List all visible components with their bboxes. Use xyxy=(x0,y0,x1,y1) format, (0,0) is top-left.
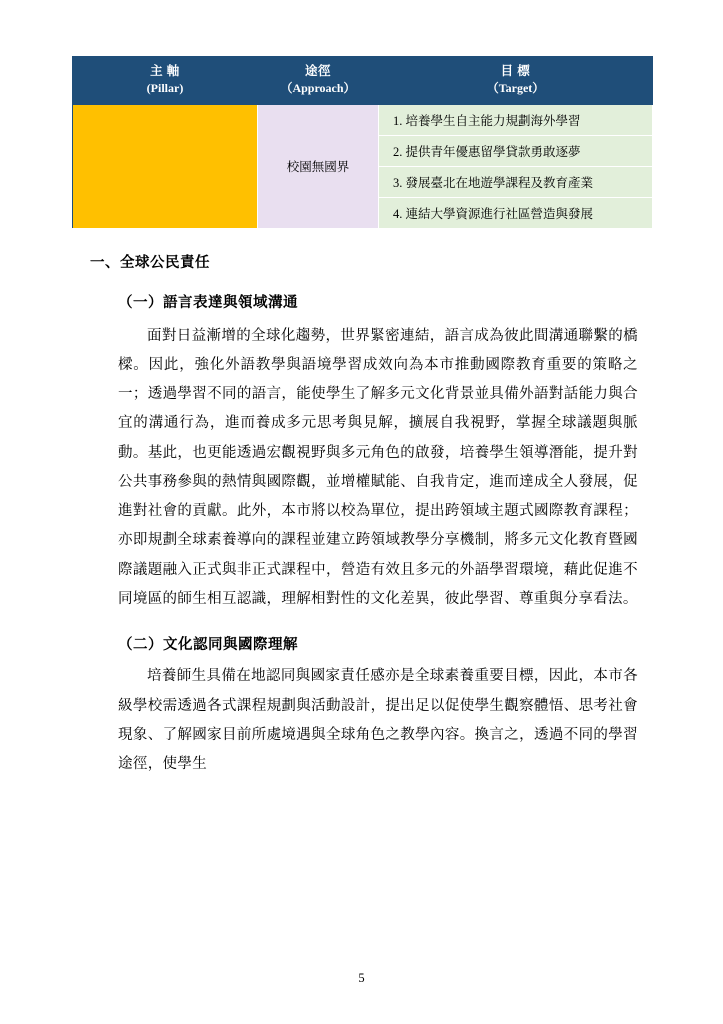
section-heading-1: 一、全球公民責任 xyxy=(90,254,210,271)
subsection-heading-1: （一）語言表達與領域溝通 xyxy=(118,294,298,311)
approach-cell: 校園無國界 xyxy=(258,104,379,228)
pillar-cell xyxy=(73,104,258,228)
column-header-approach-zh: 途徑 xyxy=(304,64,331,78)
table-header-row xyxy=(73,57,653,105)
target-cell: 3. 發展臺北在地遊學課程及教育產業 xyxy=(379,166,653,197)
column-header-target xyxy=(379,57,653,105)
target-cell: 2. 提供青年優惠留學貸款勇敢逐夢 xyxy=(379,135,653,166)
column-header-approach xyxy=(258,57,379,105)
table-row xyxy=(73,104,653,135)
target-cell: 1. 培養學生自主能力規劃海外學習 xyxy=(379,104,653,135)
pillar-table xyxy=(72,56,653,229)
table-header xyxy=(73,57,653,105)
column-header-target-zh: 目 標 xyxy=(500,64,531,78)
column-header-target-en: （Target） xyxy=(486,81,545,96)
column-header-pillar xyxy=(73,57,258,105)
page-number: 5 xyxy=(358,971,365,985)
column-header-approach-en: （Approach） xyxy=(280,81,356,96)
table-body xyxy=(73,104,653,228)
target-cell: 4. 連結大學資源進行社區營造與發展 xyxy=(379,197,653,228)
column-header-pillar-en: (Pillar) xyxy=(146,81,184,96)
subsection-heading-2: （二）文化認同與國際理解 xyxy=(118,637,298,654)
paragraph-2: 培養師生具備在地認同與國家責任感亦是全球素養重要目標，因此，本市各級學校需透過各式課程規劃與活動設計，提出足以促使學生觀察體悟、思考社會現象、了解國家目前所處境遇與全球角色之教學內容。換言之，透過不同的學習途徑，使學生 xyxy=(118,668,638,773)
paragraph-1: 面對日益漸增的全球化趨勢，世界緊密連結，語言成為彼此間溝通聯繫的橋樑。因此，強化外語教學與語境學習成效向為本市推動國際教育重要的策略之一；透過學習不同的語言，能使學生了解多元文化背景並具備外語對話能力與合宜的溝通行為，進而養成多元思考與見解，擴展自我視野，掌握全球議題與脈動。基此，也更能透過宏觀視野與多元角色的啟發，培養學生領導潛能，提升對公共事務參與的熱情與國際觀，並增權賦能、自我肯定，進而達成全人發展，促進對社會的貢獻。此外，本市將以校為單位，提出跨領域主題式國際教育課程；亦即規劃全球素養導向的課程並建立跨領域教學分享機制，將多元文化教育暨國際議題融入正式與非正式課程中，營造有效且多元的外語學習環境，藉此促進不同境區的師生相互認識，理解相對性的文化差異，彼此學習、尊重與分享看法。 xyxy=(118,327,638,608)
column-header-pillar-zh: 主 軸 xyxy=(150,64,180,78)
